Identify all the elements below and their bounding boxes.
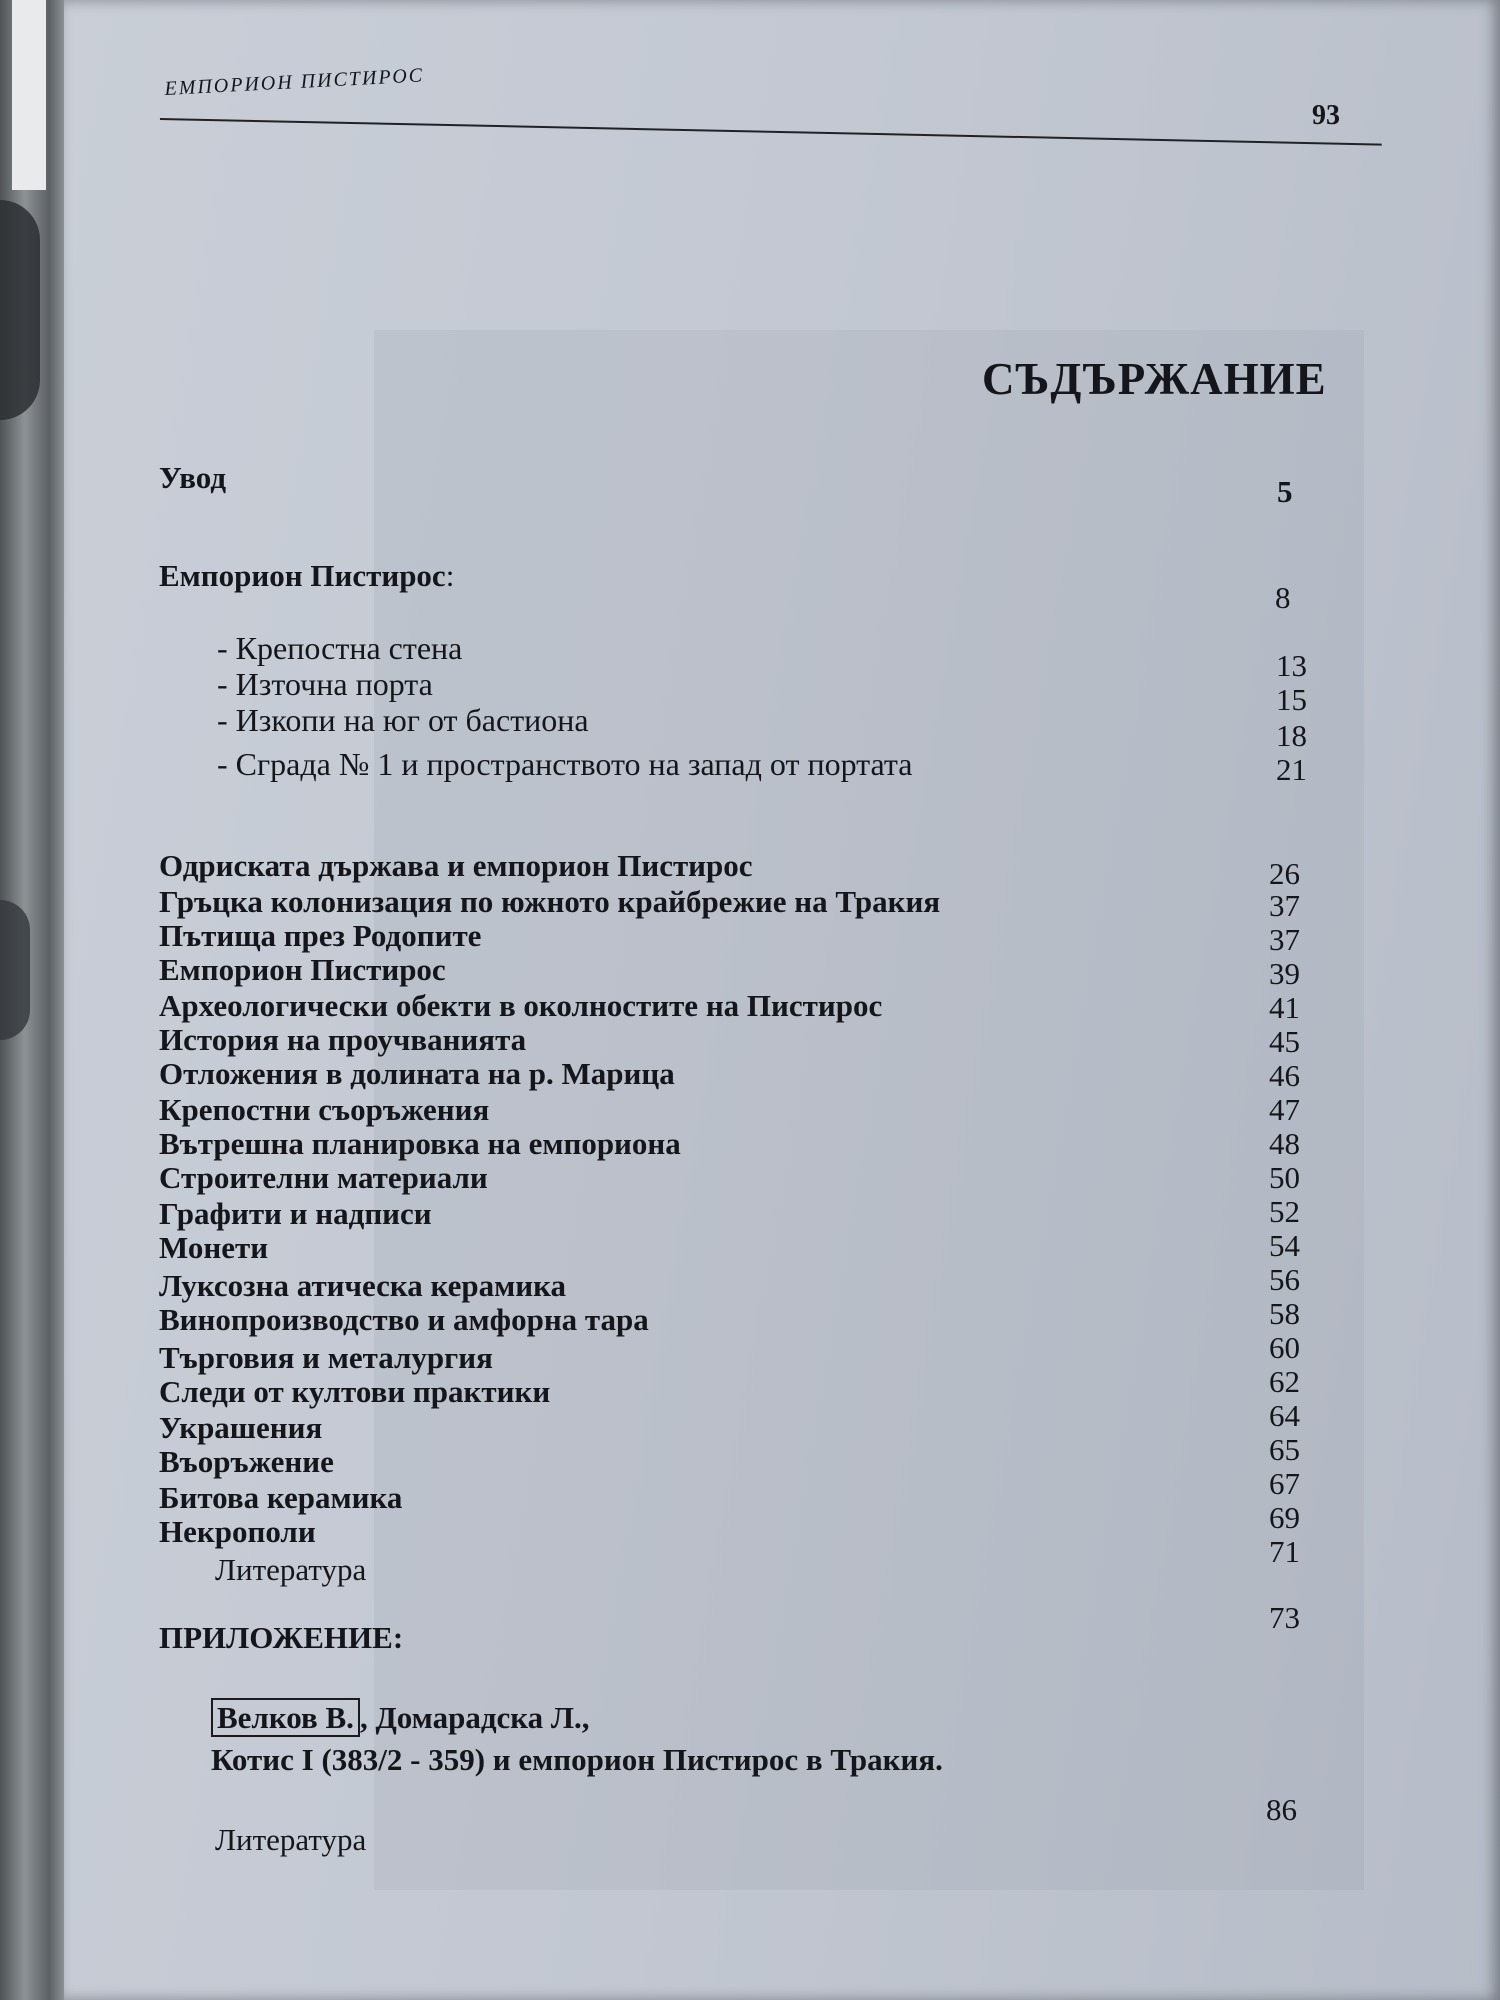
toc-page: 37 <box>1269 888 1300 923</box>
toc-literature-page: 71 <box>1269 1534 1300 1569</box>
toc-entry-intro: Увод <box>159 460 227 495</box>
toc-page: 56 <box>1269 1262 1300 1297</box>
toc-subentry: - Сграда № 1 и пространството на запад от портата <box>217 746 913 782</box>
toc-page: 62 <box>1269 1364 1300 1399</box>
toc-subentry-page: 21 <box>1276 752 1307 787</box>
toc-page: 45 <box>1269 1024 1300 1059</box>
book-page <box>64 0 1500 2000</box>
toc-page: 69 <box>1269 1500 1300 1535</box>
toc-appendix: ПРИЛОЖЕНИЕ: <box>159 1620 404 1655</box>
toc-page: 64 <box>1269 1398 1300 1433</box>
photo-shadow <box>0 900 30 1040</box>
toc-subentry: - Крепостна стена <box>217 630 463 666</box>
toc-appendix-page: 73 <box>1269 1600 1300 1635</box>
toc-literature: Литература <box>215 1552 367 1587</box>
toc-page: 37 <box>1269 922 1300 957</box>
toc-page: 50 <box>1269 1160 1300 1195</box>
appendix-authors <box>211 1700 590 1736</box>
toc-entry: Следи от култови практики <box>159 1374 551 1409</box>
toc-entry: Крепостни съоръжения <box>159 1092 490 1127</box>
toc-entry: Търговия и металургия <box>159 1340 493 1375</box>
toc-page: 60 <box>1269 1330 1300 1365</box>
header-rule <box>160 118 1382 146</box>
toc-entry: Одриската държава и емпорион Пистирос <box>159 848 753 883</box>
toc-page: 65 <box>1269 1432 1300 1467</box>
toc-page: 47 <box>1269 1092 1300 1127</box>
toc-entry: Въоръжение <box>159 1444 334 1479</box>
page-number: 93 <box>1312 100 1340 131</box>
toc-appendix-page2: 86 <box>1266 1792 1297 1827</box>
boxed-author: Велков В. <box>211 1698 360 1737</box>
toc-entry: Гръцка колонизация по южното крайбрежие на Тракия <box>159 884 941 919</box>
page-title: СЪДЪРЖАНИЕ <box>982 354 1327 404</box>
appendix-work-title: Котис I (383/2 - 359) и емпорион Пистирос в Тракия. <box>211 1742 943 1777</box>
photo-shadow <box>0 200 40 420</box>
toc-page: 54 <box>1269 1228 1300 1263</box>
toc-page: 41 <box>1269 990 1300 1025</box>
toc-entry: Отложения в долината на р. Марица <box>159 1056 675 1091</box>
toc-entry: Емпорион Пистирос <box>159 952 446 987</box>
toc-entry: Строителни материали <box>159 1160 488 1195</box>
toc-subentry-page: 13 <box>1276 648 1307 683</box>
toc-subentry-page: 18 <box>1276 718 1307 753</box>
toc-page-section1: 8 <box>1275 580 1291 615</box>
toc-entry: Вътрешна планировка на емпориона <box>159 1126 681 1161</box>
toc-page: 52 <box>1269 1194 1300 1229</box>
section1-label: Емпорион Пистирос <box>159 558 446 593</box>
toc-page-intro: 5 <box>1277 474 1293 509</box>
toc-entry: Луксозна атическа керамика <box>159 1268 567 1303</box>
running-head: ЕМПОРИОН ПИСТИРОС <box>164 64 425 100</box>
toc-entry: Пътища през Родопите <box>159 918 482 953</box>
toc-page: 58 <box>1269 1296 1300 1331</box>
toc-entry: История на проучванията <box>159 1022 527 1057</box>
toc-entry: Археологически обекти в околностите на Пистирос <box>159 988 883 1023</box>
toc-subentry: - Изкопи на юг от бастиона <box>217 702 589 738</box>
author-rest: , Домарадска Л., <box>359 1700 590 1735</box>
toc-page: 48 <box>1269 1126 1300 1161</box>
toc-entry: Винопроизводство и амфорна тара <box>159 1302 649 1337</box>
toc-entry: Битова керамика <box>159 1480 403 1515</box>
toc-subentry: - Източна порта <box>217 666 433 702</box>
toc-page: 67 <box>1269 1466 1300 1501</box>
toc-page: 39 <box>1269 956 1300 991</box>
show-through-image <box>374 330 1364 1890</box>
toc-entry: Некрополи <box>159 1514 316 1549</box>
toc-literature-2: Литература <box>215 1822 367 1857</box>
toc-entry: Графити и надписи <box>159 1196 432 1231</box>
toc-entry-section1 <box>159 558 454 594</box>
toc-entry: Монети <box>159 1230 269 1265</box>
toc-subentry-page: 15 <box>1276 682 1307 717</box>
photo-highlight <box>12 0 46 190</box>
toc-entry: Украшения <box>159 1410 323 1445</box>
toc-page: 46 <box>1269 1058 1300 1093</box>
left-photo-strip <box>0 0 70 2000</box>
toc-page: 26 <box>1269 856 1300 891</box>
section1-colon: : <box>445 558 455 593</box>
